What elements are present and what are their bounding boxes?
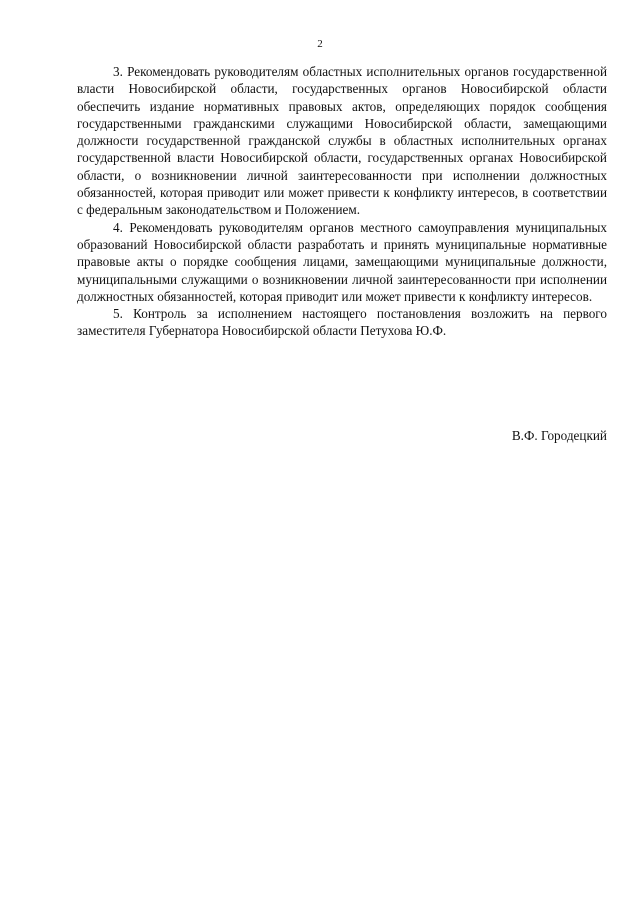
page-number: 2 [317,38,323,50]
paragraph-item-3: 3. Рекомендовать руководителям областных исполнительных органов государственной власти Новосибирской области, государственных органов Новосибирской области обеспечить издание нормативных правовых актов, определяющих порядок сообщения государственными гражданскими служащими Новосибирской области, замещающими должности государственной гражданской службы в областных исполнительных органах государственной власти Новосибирской области, государственных органах Новосибирской области, о возникновении личной заинтересованности при исполнении должностных обязанностей, которая приводит или может привести к конфликту интересов, в соответствии с федеральным законодательством и Положением. [77,64,607,218]
paragraph-item-5: 5. Контроль за исполнением настоящего постановления возложить на первого заместителя Губернатора Новосибирской области Петухова Ю.Ф. [77,306,607,339]
paragraph-item-4: 4. Рекомендовать руководителям органов местного самоуправления муниципальных образований Новосибирской области разработать и принять муниципальные нормативные правовые акты о порядке сообщения лицами, замещающими муниципальные должности, муниципальными служащими о возникновении личной заинтересованности при исполнении должностных обязанностей, которая приводит или может привести к конфликту интересов. [77,219,607,304]
document-body [77,63,607,340]
signature-name: В.Ф. Городецкий [511,428,607,443]
